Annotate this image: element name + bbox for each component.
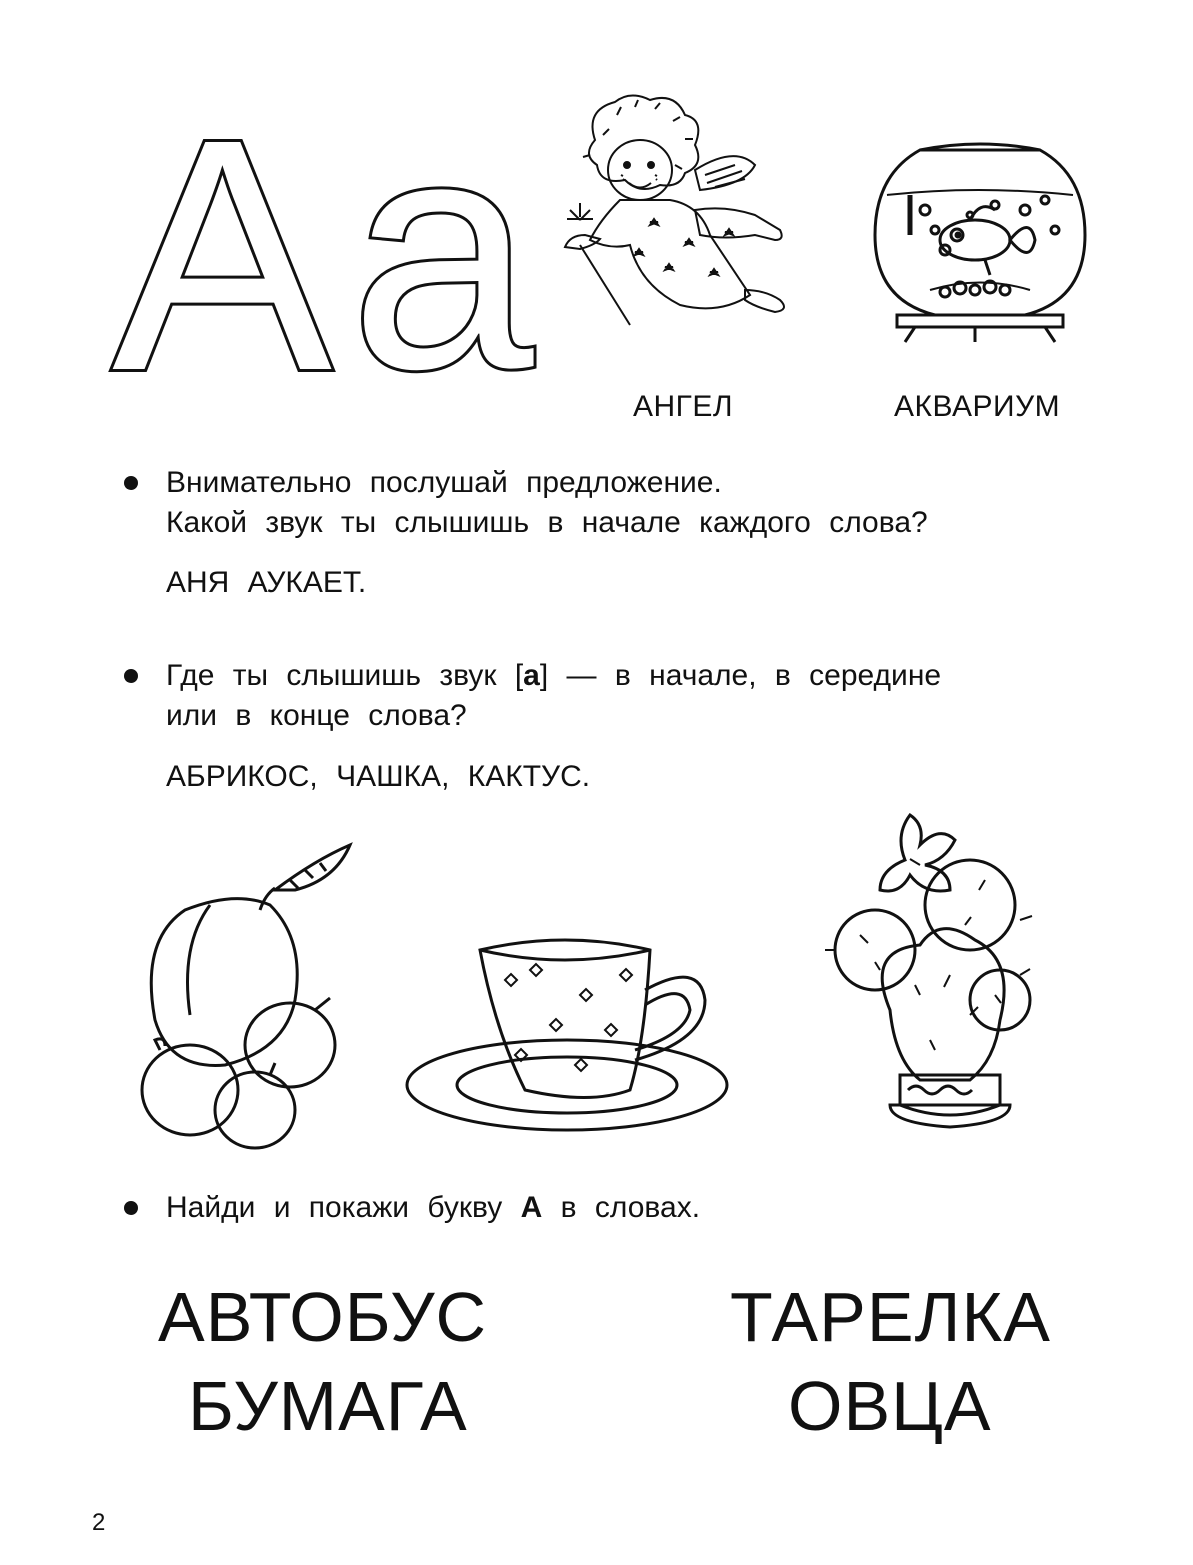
caption-angel: АНГЕЛ bbox=[633, 390, 734, 423]
cup-icon bbox=[405, 935, 735, 1135]
task2-line1 bbox=[166, 656, 941, 696]
task1-line2: Какой звук ты слышишь в начале каждого слова? bbox=[166, 506, 928, 539]
task1-text bbox=[166, 463, 928, 543]
word-left-top: АВТОБУС bbox=[158, 1278, 488, 1356]
task3-letter: А bbox=[520, 1191, 543, 1224]
word-left-bottom: БУМАГА bbox=[188, 1367, 468, 1445]
task2-line2: или в конце слова? bbox=[166, 699, 467, 732]
capital-letter-a: А bbox=[112, 70, 333, 439]
word-right-bottom: ОВЦА bbox=[788, 1367, 992, 1445]
task2-line1-before: Где ты слышишь звук [ bbox=[166, 659, 524, 692]
bullet-3 bbox=[124, 1201, 138, 1215]
angel-icon bbox=[555, 95, 805, 335]
task1-line1: Внимательно послушай предложение. bbox=[166, 466, 722, 499]
apricot-icon bbox=[130, 845, 355, 1145]
word-right-top: ТАРЕЛКА bbox=[730, 1278, 1051, 1356]
aquarium-icon bbox=[875, 140, 1085, 340]
task2-line1-after: ] — в начале, в середине bbox=[539, 659, 942, 692]
task2-text bbox=[166, 656, 941, 736]
task2-sound: а bbox=[523, 659, 540, 692]
caption-aquarium: АКВАРИУМ bbox=[894, 390, 1061, 423]
task3-after: в словах. bbox=[542, 1191, 701, 1224]
task2-example: АБРИКОС, ЧАШКА, КАКТУС. bbox=[166, 760, 591, 793]
bullet-2 bbox=[124, 669, 138, 683]
small-letter-a: а bbox=[350, 68, 534, 437]
task3-text bbox=[166, 1188, 700, 1228]
bullet-1 bbox=[124, 476, 138, 490]
cactus-icon bbox=[820, 800, 1045, 1145]
task3-before: Найди и покажи букву bbox=[166, 1191, 521, 1224]
page-number: 2 bbox=[92, 1509, 106, 1536]
task1-example: АНЯ АУКАЕТ. bbox=[166, 566, 367, 599]
